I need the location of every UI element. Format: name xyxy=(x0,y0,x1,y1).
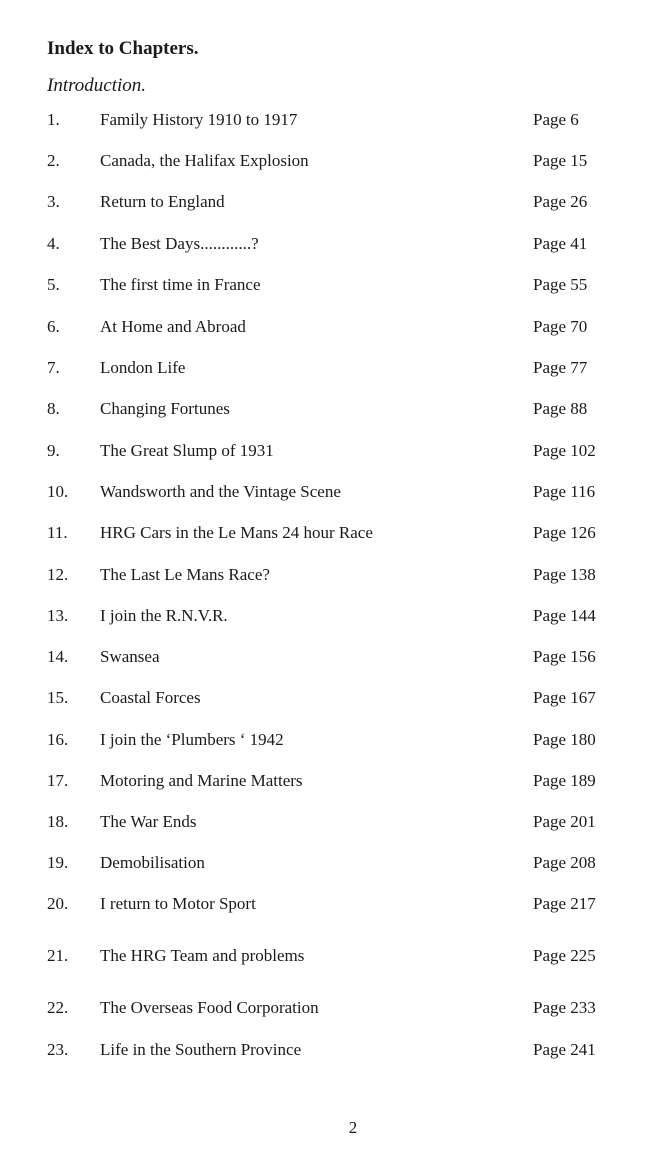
chapter-title: At Home and Abroad xyxy=(100,317,246,336)
chapter-page: Page 233 xyxy=(533,998,596,1017)
chapter-title: Life in the Southern Province xyxy=(100,1040,302,1059)
chapter-row xyxy=(0,686,650,710)
chapter-title: Changing Fortunes xyxy=(100,399,230,418)
chapter-row xyxy=(0,996,650,1020)
chapter-number: 4. xyxy=(47,234,60,253)
chapter-number: 9. xyxy=(47,441,60,460)
chapter-title: The first time in France xyxy=(100,275,261,294)
chapter-number: 22. xyxy=(47,998,69,1017)
chapter-number: 3. xyxy=(47,192,60,211)
chapter-row xyxy=(0,563,650,587)
chapter-row xyxy=(0,851,650,875)
chapter-row xyxy=(0,315,650,339)
chapter-page: Page 15 xyxy=(533,151,588,170)
chapter-title: The Last Le Mans Race? xyxy=(100,565,270,584)
chapter-page: Page 70 xyxy=(533,317,588,336)
chapter-number: 17. xyxy=(47,771,69,790)
chapter-number: 1. xyxy=(47,110,60,129)
chapter-title: Motoring and Marine Matters xyxy=(100,771,303,790)
chapter-page: Page 6 xyxy=(533,110,579,129)
chapter-row xyxy=(0,604,650,628)
chapter-page: Page 208 xyxy=(533,853,596,872)
chapter-title: Swansea xyxy=(100,647,160,666)
chapter-row xyxy=(0,521,650,545)
chapter-row xyxy=(0,480,650,504)
chapter-row xyxy=(0,149,650,173)
chapter-number: 8. xyxy=(47,399,60,418)
chapter-row xyxy=(0,108,650,132)
chapter-page: Page 241 xyxy=(533,1040,596,1059)
chapter-page: Page 217 xyxy=(533,894,596,913)
chapter-number: 19. xyxy=(47,853,69,872)
chapter-row xyxy=(0,190,650,214)
chapter-number: 14. xyxy=(47,647,69,666)
chapter-page: Page 88 xyxy=(533,399,588,418)
chapter-number: 5. xyxy=(47,275,60,294)
chapter-row xyxy=(0,273,650,297)
chapter-page: Page 41 xyxy=(533,234,588,253)
chapter-page: Page 26 xyxy=(533,192,588,211)
chapter-number: 12. xyxy=(47,565,69,584)
chapter-row xyxy=(0,810,650,834)
chapter-row xyxy=(0,892,650,916)
chapter-title: Wandsworth and the Vintage Scene xyxy=(100,482,341,501)
chapter-number: 10. xyxy=(47,482,69,501)
chapter-page: Page 156 xyxy=(533,647,596,666)
chapter-title: Family History 1910 to 1917 xyxy=(100,110,298,129)
chapter-title: HRG Cars in the Le Mans 24 hour Race xyxy=(100,523,373,542)
chapter-row xyxy=(0,439,650,463)
chapter-title: Demobilisation xyxy=(100,853,205,872)
chapter-title: The Best Days............? xyxy=(100,234,259,253)
chapter-title: Return to England xyxy=(100,192,225,211)
chapter-page: Page 138 xyxy=(533,565,596,584)
chapter-title: I join the ‘Plumbers ‘ 1942 xyxy=(100,730,284,749)
chapter-title: Canada, the Halifax Explosion xyxy=(100,151,309,170)
chapter-page: Page 102 xyxy=(533,441,596,460)
chapter-number: 15. xyxy=(47,688,69,707)
chapter-page: Page 180 xyxy=(533,730,596,749)
chapter-number: 6. xyxy=(47,317,60,336)
chapter-page: Page 189 xyxy=(533,771,596,790)
chapter-row xyxy=(0,645,650,669)
chapter-number: 11. xyxy=(47,523,68,542)
chapter-page: Page 126 xyxy=(533,523,596,542)
chapter-number: 2. xyxy=(47,151,60,170)
introduction-entry: Introduction. xyxy=(47,75,147,96)
chapter-row xyxy=(0,356,650,380)
chapter-number: 16. xyxy=(47,730,69,749)
chapter-number: 21. xyxy=(47,946,69,965)
chapter-title: The HRG Team and problems xyxy=(100,946,305,965)
chapter-title: London Life xyxy=(100,358,186,377)
chapter-page: Page 77 xyxy=(533,358,588,377)
chapter-page: Page 201 xyxy=(533,812,596,831)
page-title: Index to Chapters. xyxy=(47,38,199,59)
page-number: 2 xyxy=(348,1118,358,1137)
chapter-number: 20. xyxy=(47,894,69,913)
chapter-title: The War Ends xyxy=(100,812,197,831)
chapter-row xyxy=(0,1038,650,1062)
chapter-row xyxy=(0,728,650,752)
chapter-page: Page 116 xyxy=(533,482,596,501)
chapter-title: I join the R.N.V.R. xyxy=(100,606,228,625)
chapter-row xyxy=(0,232,650,256)
chapter-title: The Overseas Food Corporation xyxy=(100,998,319,1017)
chapter-row xyxy=(0,769,650,793)
chapter-number: 18. xyxy=(47,812,69,831)
chapter-page: Page 144 xyxy=(533,606,596,625)
chapter-number: 23. xyxy=(47,1040,69,1059)
chapter-page: Page 225 xyxy=(533,946,596,965)
chapter-row xyxy=(0,397,650,421)
chapter-page: Page 167 xyxy=(533,688,596,707)
chapter-row xyxy=(0,944,650,968)
chapter-title: I return to Motor Sport xyxy=(100,894,256,913)
chapter-title: The Great Slump of 1931 xyxy=(100,441,274,460)
chapter-number: 7. xyxy=(47,358,60,377)
chapter-number: 13. xyxy=(47,606,69,625)
chapter-page: Page 55 xyxy=(533,275,588,294)
chapter-title: Coastal Forces xyxy=(100,688,201,707)
